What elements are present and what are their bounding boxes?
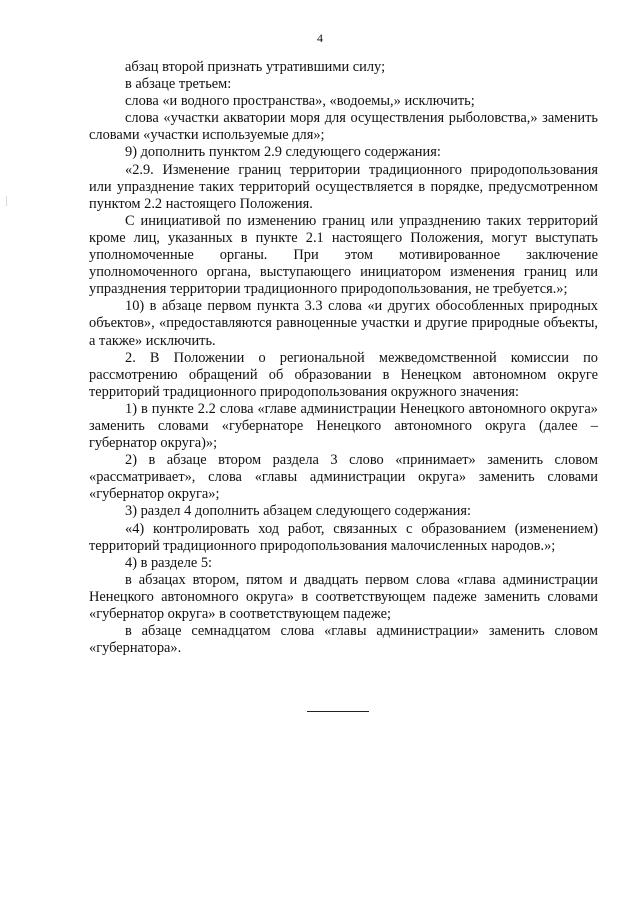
paragraph-sub-4: 4) в разделе 5: [125,554,213,571]
paragraph-item-10: 10) в абзаце первом пункта 3.3 слова «и других обособленных природных объектов», «предоставляются равноценные участки и другие природные объекты, а также» исключить. [89,298,598,349]
paragraph-initiative: С инициативой по изменению границ или упразднению таких территорий кроме лиц, указанных в пункте 2.1 настоящего Положения, могут выступать уполномоченные органы. При этом мотивированное заключение уполномоченного органа, выступающего инициатором изменения границ или упразднения территории традиционного природопользования, не требуется.»; [89,212,598,298]
margin-scan-mark [6,196,7,206]
paragraph-abzac-semnadcatom: в абзаце семнадцатом слова «главы администрации» заменить словом «губернатора». [89,623,598,657]
paragraph-item-9: 9) дополнить пунктом 2.9 следующего содержания: [125,144,441,161]
paragraph-sub-3: 3) раздел 4 дополнить абзацем следующего содержания: [125,503,471,520]
paragraph-sub-2: 2) в абзаце втором раздела 3 слово «принимает» заменить словом «рассматривает», слова «главы администрации округа» заменить словами «губернатор округа»; [89,452,598,503]
paragraph-abzacy-vtorom: в абзацах втором, пятом и двадцать первом слова «глава администрации Ненецкого автономного округа» в соответствующем падеже заменить словами «губернатор округа» в соответствующем падеже; [89,571,598,622]
paragraph-quote-4: «4) контролировать ход работ, связанных с образованием (изменением) территорий традиционного природопользования малочисленных народов.»; [89,520,598,554]
paragraph-slova-akvatorii: слова «участки акватории моря для осуществления рыболовства,» заменить словами «участки используемые для»; [89,110,598,144]
paragraph-abzac-vtoroy: абзац второй признать утратившими силу; [125,59,386,75]
paragraph-sub-1: 1) в пункте 2.2 слова «главе администрации Ненецкого автономного округа» заменить словами «губернаторе Ненецкого автономного округа (далее – губернатор округа)»; [89,400,598,452]
paragraph-v-abzace-tretem: в абзаце третьем: [125,76,232,93]
paragraph-slova-vodnogo: слова «и водного пространства», «водоемы,» исключить; [125,93,475,110]
end-of-document-rule [307,711,369,712]
document-body [89,59,598,657]
paragraph-point-2-9: «2.9. Изменение границ территории традиционного природопользования или упразднение таких территорий осуществляется в порядке, предусмотренном пунктом 2.2 настоящего Положения. [89,161,598,212]
paragraph-section-2: 2. В Положении о региональной межведомственной комиссии по рассмотрению обращений об образовании в Ненецком автономном округе территорий традиционного природопользования окружного значения: [89,349,598,400]
page-number: 4 [317,31,323,45]
